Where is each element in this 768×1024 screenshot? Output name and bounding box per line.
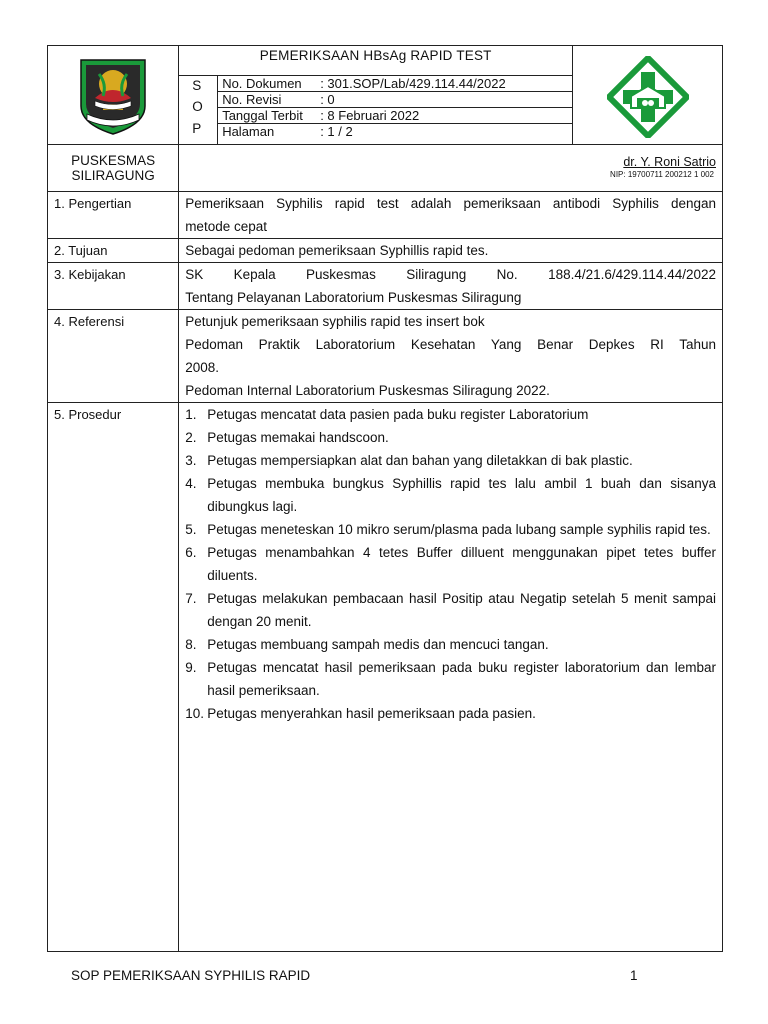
footer-page-number: 1: [630, 968, 638, 983]
list-item: 4. Petugas membuka bungkus Syphillis rapid tes lalu ambil 1 buah dan sisanya dibungkus lagi.: [185, 476, 716, 514]
list-item: 7. Petugas melakukan pembacaan hasil Positip atau Negatip setelah 5 menit sampai dengan 20 menit.: [185, 591, 716, 629]
signer-area: [179, 145, 722, 191]
list-item: 3. Petugas mempersiapkan alat dan bahan yang diletakkan di bak plastic.: [185, 453, 633, 468]
meta-row-page: Halaman : 1 / 2: [222, 124, 353, 139]
document-title: PEMERIKSAAN HBsAg RAPID TEST: [259, 48, 492, 63]
left-logo-cell: [48, 46, 179, 145]
section-label: 5. Prosedur: [48, 403, 179, 952]
sop-meta-box: [179, 75, 572, 145]
meta-row-revision: No. Revisi : 0: [218, 92, 572, 108]
puskesmas-logo-icon: [607, 56, 689, 138]
sop-letter-p: P: [192, 121, 202, 136]
section-prosedur: [48, 403, 723, 952]
header-row: [48, 46, 723, 145]
list-item: 2. Petugas memakai handscoon.: [185, 430, 389, 445]
list-item: 1. Petugas mencatat data pasien pada buku register Laboratorium: [185, 407, 589, 422]
section-label: 3. Kebijakan: [48, 263, 179, 310]
title-cell: [179, 46, 723, 145]
section-label: 4. Referensi: [48, 310, 179, 403]
list-item: 8. Petugas membuang sampah medis dan mencuci tangan.: [185, 637, 549, 652]
procedure-steps: [185, 403, 716, 725]
section-pengertian: [48, 192, 723, 239]
section-content: Sebagai pedoman pemeriksaan Syphillis rapid tes.: [179, 239, 723, 263]
section-label: 1. Pengertian: [48, 192, 179, 239]
right-logo-cell: [572, 46, 723, 144]
list-item: 5. Petugas meneteskan 10 mikro serum/plasma pada lubang sample syphilis rapid tes.: [185, 522, 711, 537]
signer-name: dr. Y. Roni Satrio: [623, 155, 716, 169]
section-content: Pemeriksaan Syphilis rapid test adalah pemeriksaan antibodi Syphilis dengan metode cepat: [179, 192, 723, 239]
sop-letter-o: O: [192, 99, 203, 114]
footer-title: SOP PEMERIKSAAN SYPHILIS RAPID: [71, 968, 311, 983]
section-content: [179, 403, 723, 952]
section-content: SK Kepala Puskesmas Siliragung No. 188.4/21.6/429.114.44/2022 Tentang Pelayanan Laboratorium Puskesmas Siliragung: [179, 263, 723, 310]
section-referensi: [48, 310, 723, 403]
sop-table: [47, 45, 723, 952]
list-item: 9. Petugas mencatat hasil pemeriksaan pada buku register laboratorium dan lembar hasil pemeriksaan.: [185, 660, 716, 698]
signer-cell: [179, 145, 723, 192]
section-kebijakan: [48, 263, 723, 310]
org-row: [48, 145, 723, 192]
section-tujuan: [48, 239, 723, 263]
meta-row-document-number: No. Dokumen : 301.SOP/Lab/429.114.44/2022: [218, 76, 572, 92]
section-label: 2. Tujuan: [48, 239, 179, 263]
list-item: 6. Petugas menambahkan 4 tetes Buffer dilluent menggunakan pipet tetes buffer diluents.: [185, 545, 716, 583]
banyuwangi-emblem-icon: [73, 54, 153, 136]
list-item: 10. Petugas menyerahkan hasil pemeriksaan pada pasien.: [185, 706, 536, 721]
signer-nip: NIP: 19700711 200212 1 002: [610, 170, 714, 179]
section-content: Petunjuk pemeriksaan syphilis rapid tes insert bok Pedoman Praktik Laboratorium Kesehatan Yang Benar Depkes RI Tahun 2008. Pedoman Internal Laboratorium Puskesmas Siliragung 2022.: [179, 310, 723, 403]
sop-letter-s: S: [192, 78, 202, 93]
meta-row-issue-date: Tanggal Terbit : 8 Februari 2022: [218, 108, 572, 124]
title-area: [179, 46, 722, 144]
sop-letters: [179, 76, 218, 145]
organization-name: PUSKESMAS SILIRAGUNG: [48, 145, 179, 192]
